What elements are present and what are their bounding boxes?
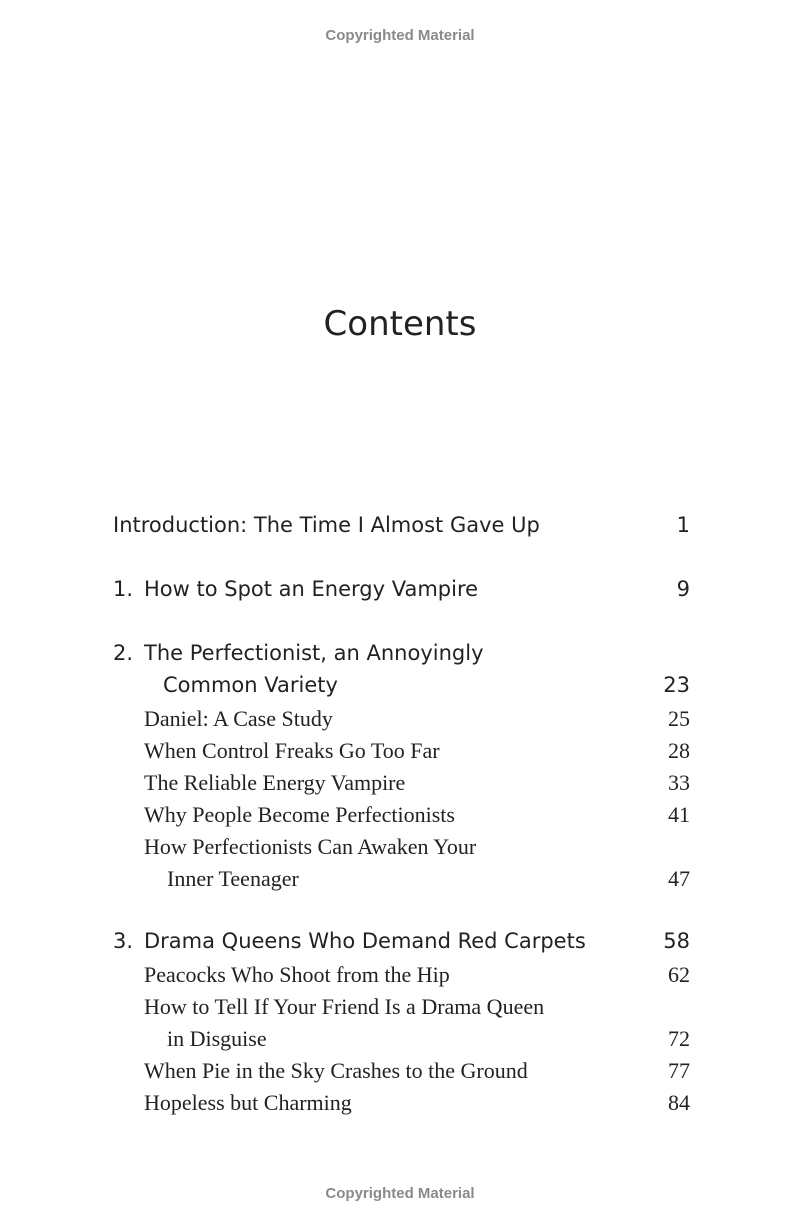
toc-page-number: 84 [668, 1090, 690, 1115]
toc-entry-label: The Perfectionist, an Annoyingly [144, 641, 484, 665]
toc-section-label-continued: Inner Teenager [167, 866, 299, 891]
toc-section-label: How Perfectionists Can Awaken Your [144, 834, 477, 859]
toc-section-label: Peacocks Who Shoot from the Hip [144, 962, 450, 987]
toc-page-number: 28 [668, 738, 690, 763]
page-title: Contents [323, 304, 477, 344]
toc-page-number: 9 [676, 577, 690, 601]
toc-section-label: When Pie in the Sky Crashes to the Ground [144, 1058, 528, 1083]
toc-section-label: The Reliable Energy Vampire [144, 770, 406, 795]
toc-page-number: 72 [668, 1026, 690, 1051]
toc-entry-label: How to Spot an Energy Vampire [144, 577, 479, 601]
toc-page-number: 25 [668, 706, 690, 731]
toc-section-label: Why People Become Perfectionists [144, 802, 455, 827]
toc-page-number: 33 [668, 770, 690, 795]
toc-page-number: 62 [668, 962, 690, 987]
toc-entry-label-continued: Common Variety [163, 673, 338, 697]
chapter-number: 1. [113, 577, 134, 601]
toc-section-label: Hopeless but Charming [144, 1090, 352, 1115]
chapter-number: 3. [113, 929, 134, 953]
chapter-number: 2. [113, 641, 134, 665]
toc-page-number: 77 [668, 1058, 690, 1083]
copyright-footer: Copyrighted Material [325, 1185, 475, 1202]
toc-page-number: 58 [663, 929, 690, 953]
toc-page-number: 41 [668, 802, 690, 827]
toc-section-label: When Control Freaks Go Too Far [144, 738, 440, 763]
toc-page-number: 1 [676, 513, 690, 537]
toc-section-label-continued: in Disguise [167, 1026, 267, 1051]
toc-section-label: Daniel: A Case Study [144, 706, 333, 731]
toc-entry-label: Drama Queens Who Demand Red Carpets [144, 929, 586, 953]
copyright-header: Copyrighted Material [325, 27, 475, 44]
toc-entry-label: Introduction: The Time I Almost Gave Up [113, 513, 540, 537]
toc-page-number: 23 [663, 673, 690, 697]
toc-section-label: How to Tell If Your Friend Is a Drama Queen [144, 994, 545, 1019]
toc-page-number: 47 [668, 866, 690, 891]
